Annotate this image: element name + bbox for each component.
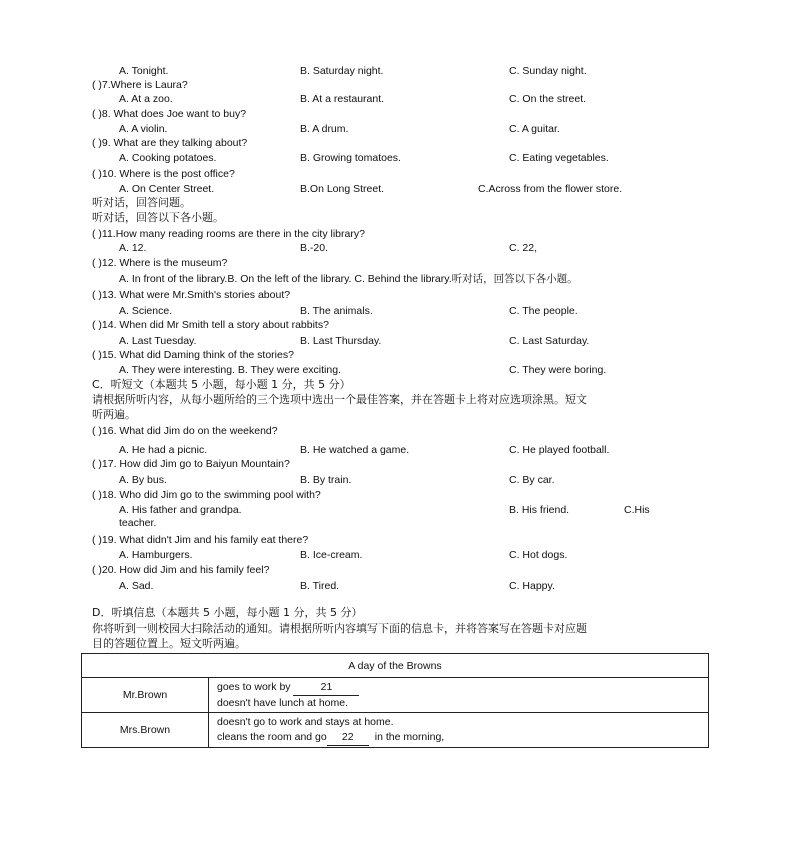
mrs-brown-line1: doesn't go to work and stays at home. <box>217 715 394 728</box>
section-c-instruction-cont: 听两遍。 <box>92 408 136 421</box>
q10-option-b: B.On Long Street. <box>300 183 385 195</box>
section-c-instruction: 请根据所听内容，从每小题所给的三个选项中选出一个最佳答案，并在答题卡上将对应选项涂黑。短文 <box>92 393 587 406</box>
section-c-title: C．听短文（本题共 5 小题，每小题 1 分，共 5 分） <box>92 378 351 391</box>
question-8: ( )8. What does Joe want to buy? <box>92 108 247 120</box>
question-10: ( )10. Where is the post office? <box>92 168 235 180</box>
q15-option-ab: A. They were interesting. B. They were exciting. <box>119 364 341 376</box>
question-9: ( )9. What are they talking about? <box>92 137 248 149</box>
q19-option-a: A. Hamburgers. <box>119 549 193 561</box>
q20-option-c: C. Happy. <box>509 580 555 592</box>
q20-option-b: B. Tired. <box>300 580 340 592</box>
q9-option-a: A. Cooking potatoes. <box>119 152 217 164</box>
section-d-instruction-cont: 目的答题位置上。短文听两遍。 <box>92 637 246 650</box>
mr-brown-label: Mr.Brown <box>82 678 209 713</box>
q13-option-b: B. The animals. <box>300 305 373 317</box>
q18-option-c-wrap: teacher. <box>119 517 157 529</box>
q8-option-c: C. A guitar. <box>509 123 560 135</box>
question-19: ( )19. What didn't Jim and his family eat there? <box>92 534 309 546</box>
q10-option-a: A. On Center Street. <box>119 183 215 195</box>
question-20: ( )20. How did Jim and his family feel? <box>92 564 270 576</box>
q9-option-b: B. Growing tomatoes. <box>300 152 401 164</box>
q18-option-a: A. His father and grandpa. <box>119 504 242 516</box>
q7-option-b: B. At a restaurant. <box>300 93 385 105</box>
q16-option-a: A. He had a picnic. <box>119 444 208 456</box>
q6-option-a: A. Tonight. <box>119 65 169 77</box>
mrs-brown-info <box>209 713 709 748</box>
q12-options: A. In front of the library.B. On the left of the library. C. Behind the library.听对话，回答以下各小题。 <box>119 273 578 285</box>
q13-option-a: A. Science. <box>119 305 173 317</box>
q19-option-c: C. Hot dogs. <box>509 549 568 561</box>
section-d-instruction: 你将听到一则校园大扫除活动的通知。请根据所听内容填写下面的信息卡，并将答案写在答题卡对应题 <box>92 622 587 635</box>
mr-brown-line2: doesn't have lunch at home. <box>217 696 349 709</box>
q20-option-a: A. Sad. <box>119 580 154 592</box>
blank-21[interactable]: 21 <box>293 680 359 696</box>
mr-brown-line1: goes to work by <box>217 680 291 693</box>
question-15: ( )15. What did Daming think of the stories? <box>92 349 294 361</box>
question-13: ( )13. What were Mr.Smith's stories about? <box>92 289 291 301</box>
question-16: ( )16. What did Jim do on the weekend? <box>92 425 278 437</box>
q11-option-c: C. 22, <box>509 242 538 254</box>
q14-option-b: B. Last Thursday. <box>300 335 382 347</box>
q6-option-b: B. Saturday night. <box>300 65 384 77</box>
question-17: ( )17. How did Jim go to Baiyun Mountain? <box>92 458 290 470</box>
question-12: ( )12. Where is the museum? <box>92 257 228 269</box>
question-11: ( )11.How many reading rooms are there in the city library? <box>92 228 365 240</box>
section-d-title: D．听填信息（本题共 5 小题，每小题 1 分，共 5 分） <box>92 606 363 619</box>
q10-option-c: C.Across from the flower store. <box>478 183 623 195</box>
info-card-caption: A day of the Browns <box>82 654 709 678</box>
question-14: ( )14. When did Mr Smith tell a story about rabbits? <box>92 319 329 331</box>
q14-option-a: A. Last Tuesday. <box>119 335 197 347</box>
q18-option-b: B. His friend. <box>509 504 570 516</box>
q16-option-c: C. He played football. <box>509 444 610 456</box>
blank-22[interactable]: 22 <box>327 730 369 746</box>
q7-option-c: C. On the street. <box>509 93 587 105</box>
q18-option-c: C.His <box>624 504 650 516</box>
q6-option-c: C. Sunday night. <box>509 65 587 77</box>
q17-option-b: B. By train. <box>300 474 352 486</box>
info-card-table <box>81 653 709 748</box>
q14-option-c: C. Last Saturday. <box>509 335 590 347</box>
q7-option-a: A. At a zoo. <box>119 93 173 105</box>
question-18: ( )18. Who did Jim go to the swimming pool with? <box>92 489 321 501</box>
mrs-brown-label: Mrs.Brown <box>82 713 209 748</box>
q19-option-b: B. Ice-cream. <box>300 549 363 561</box>
q16-option-b: B. He watched a game. <box>300 444 410 456</box>
mrs-brown-line2-pre: cleans the room and go <box>217 730 327 743</box>
instruction-dialogue-sub: 听对话，回答以下各小题。 <box>92 211 224 224</box>
mr-brown-info <box>209 678 709 713</box>
q11-option-b: B.-20. <box>300 242 329 254</box>
question-7: ( )7.Where is Laura? <box>92 79 188 91</box>
q17-option-a: A. By bus. <box>119 474 167 486</box>
q9-option-c: C. Eating vegetables. <box>509 152 609 164</box>
q13-option-c: C. The people. <box>509 305 578 317</box>
q11-option-a: A. 12. <box>119 242 147 254</box>
mrs-brown-line2-post: in the morning, <box>374 730 445 743</box>
q17-option-c: C. By car. <box>509 474 555 486</box>
q8-option-b: B. A drum. <box>300 123 349 135</box>
q15-option-c: C. They were boring. <box>509 364 607 376</box>
q8-option-a: A. A violin. <box>119 123 168 135</box>
instruction-dialogue: 听对话，回答问题。 <box>92 196 191 209</box>
